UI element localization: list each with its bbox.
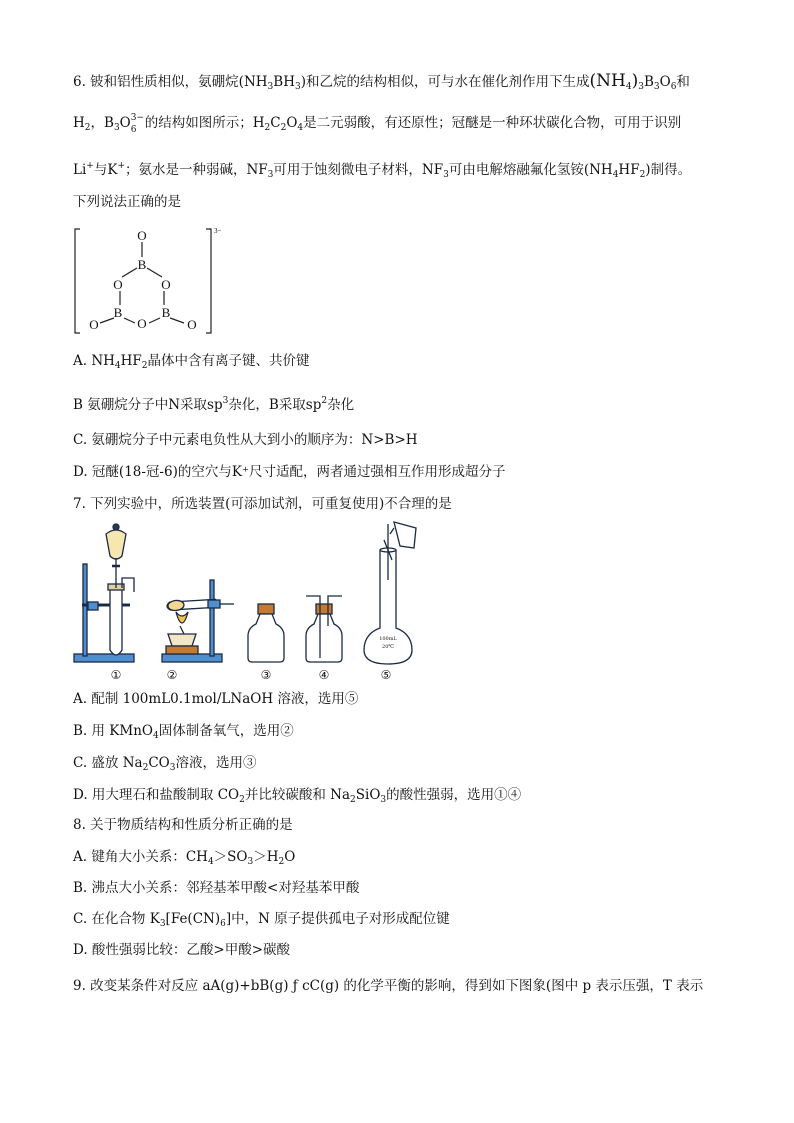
q6-line1: 6. 铍和铝性质相似，氨硼烷$(NH_3BH_3)$和乙烷的结构相似，可与水在催化剂作用下生成$(NH_4)_3B_3O_6$和 [73, 71, 690, 92]
q8-option-d: D. 酸性强弱比较：乙酸>甲酸>碳酸 [73, 942, 291, 958]
atom-b: B [137, 257, 147, 272]
atom-b: B [113, 305, 123, 320]
q8-option-a: A. 键角大小关系：$CH_4>SO_3>H_2O$ [73, 849, 296, 867]
q6-line2: $H_2$，$B_3O$ 3− 6 的结构如图所示；$H_2C_2O_4$是二元弱酸，有还原性；冠醚是一种环状碳化合物，可用于识别 [73, 113, 682, 135]
label-4: ④ [318, 668, 330, 682]
q6-option-a: A. $NH_4HF_2$晶体中含有离子键、共价键 [73, 353, 310, 371]
q6-option-d: D. 冠醚(18-冠-6)的空穴与K⁺尺寸适配，两者通过强相互作用形成超分子 [73, 464, 506, 480]
apparatus-4-gas-bottle [306, 596, 342, 662]
q6-line3: Li+与K+；氨水是一种弱碱，$NF_3$可用于蚀刻微电子材料，$NF_3$可由电解熔融氟化氢铵$(NH_4HF_2)$制得。 [73, 161, 692, 180]
q9-stem: 9. 改变某条件对反应 aA(g)+bB(g) ƒ cC(g) 的化学平衡的影响，得到如下图象(图中 p 表示压强，T 表示 [73, 978, 704, 994]
atom-b: B [161, 305, 171, 320]
atom-o: O [137, 316, 147, 331]
q6-option-c: C. 氨硼烷分子中元素电负性从大到小的顺序为：N>B>H [73, 432, 418, 448]
atom-o: O [161, 277, 171, 292]
left-bracket [75, 229, 80, 333]
label-3: ③ [260, 668, 272, 682]
ion-charge: 3− [214, 227, 222, 235]
q7-option-c: C. 盛放 $Na_2CO_3$溶液，选用③ [73, 755, 257, 773]
atom-o: O [137, 228, 147, 243]
q6-prompt: 下列说法正确的是 [73, 194, 181, 210]
flask-temperature-label: 20℃ [382, 644, 394, 650]
flask-volume-label: 100mL [379, 636, 397, 642]
apparatus-5-volumetric-flask [364, 522, 416, 664]
q8-stem: 8. 关于物质结构和性质分析正确的是 [73, 817, 293, 833]
apparatus-1-funnel-tube [74, 524, 134, 662]
atom-o: O [113, 277, 123, 292]
label-5: ⑤ [380, 668, 392, 682]
right-bracket [206, 229, 211, 333]
q8-option-b: B. 沸点大小关系：邻羟基苯甲酸<对羟基苯甲酸 [73, 880, 360, 896]
q7-option-a: A. 配制 100mL0.1mol/LNaOH 溶液，选用⑤ [73, 691, 359, 707]
q7-stem: 7. 下列实验中，所选装置(可添加试剂，可重复使用)不合理的是 [73, 496, 452, 512]
q7-option-d: D. 用大理石和盐酸制取 $CO_2$并比较碳酸和 $Na_2SiO_3$的酸性强弱，选用①④ [73, 787, 522, 805]
atom-o: O [89, 317, 99, 332]
label-1: ① [110, 668, 122, 682]
b3o6-structure-diagram [72, 225, 232, 337]
atom-o: O [187, 317, 197, 332]
lab-apparatus-figure [70, 520, 420, 682]
apparatus-2-heating-tube [162, 580, 234, 662]
label-2: ② [166, 668, 178, 682]
q6-option-b: B 氨硼烷分子中N采取$sp^3$杂化，B采取$sp^2$杂化 [73, 396, 355, 413]
apparatus-3-bottle [248, 604, 284, 662]
q7-option-b: B. 用 KMnO$_4$固体制备氧气，选用② [73, 723, 294, 741]
q8-option-c: C. 在化合物 $K_3[Fe(CN)_6]$中，N 原子提供孤电子对形成配位键 [73, 911, 450, 929]
